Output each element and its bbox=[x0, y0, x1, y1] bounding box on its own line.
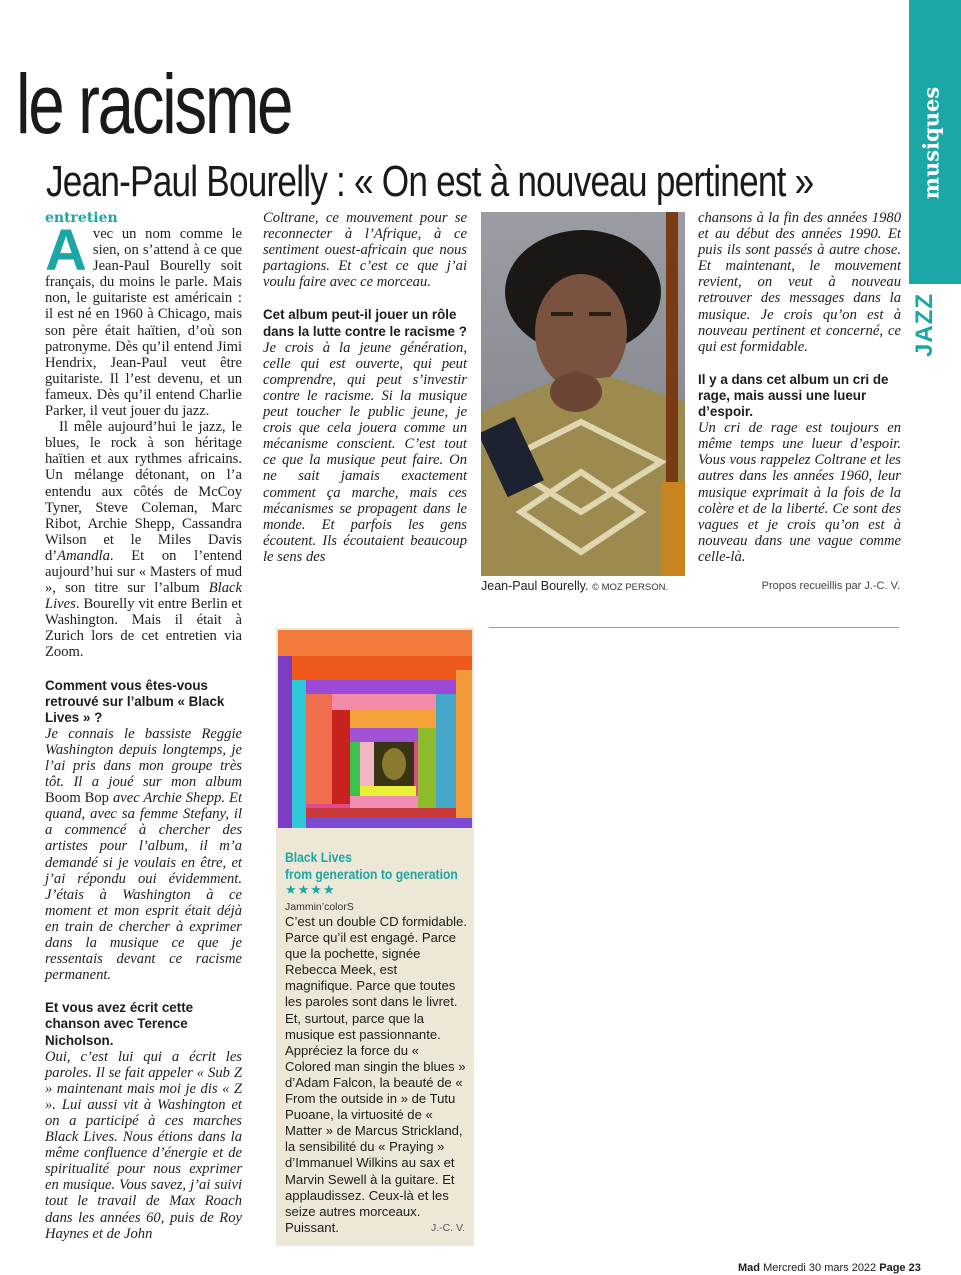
publication-date: Mercredi 30 mars 2022 bbox=[763, 1262, 877, 1274]
divider-line bbox=[489, 627, 899, 628]
section-label-text: musiques bbox=[918, 86, 944, 200]
album-subtitle: from generation to generation bbox=[285, 866, 458, 882]
intro-text: vec un nom comme le sien, on s’attend à ce que Jean-Paul Bourelly soit français, du moins le parle. Mais non, le guitariste est américain : il est né en 1960 à Chicago, mais son père était haïtien, d’où son patronyme. Dès qu’il entend Jimi Hendrix, Jean-Paul veut être guitariste. Il l’est devenu, et un fameux. Dès qu’il entend Charlie Parker, il veut jouer du jazz. bbox=[45, 226, 242, 420]
article-column-1 bbox=[45, 210, 242, 1242]
review-text: C’est un double CD formidable. Parce qu’il est engagé. Parce que la pochette, signée Rebecca Meek, est magnifique. Parce que toutes les paroles sont dans le livret. Et, surtout, parce que la musique est passionnante. Appréciez la force du « Colored man singin the blues » d’Adam Falcon, la beauté de « From the outside in » de Tutu Puoane, la virtuosité de « Matter » de Marcus Strickland, la sensibilité du « Praying » d’Immanuel Wilkins au sax et Marvin Sewell à la guitare. Et applaudissez. Ceux-là et les seize autres morceaux. Puissant. bbox=[285, 914, 467, 1235]
text-run: Je connais le bassiste Reggie Washington depuis longtemps, je l’ai pris dans mon groupe très tôt. Il a joué sur mon album bbox=[45, 725, 242, 791]
article-column-2 bbox=[263, 210, 467, 565]
record-label: Jammin’colorS bbox=[285, 901, 354, 913]
article-headline: Jean-Paul Bourelly : « On est à nouveau pertinent » bbox=[46, 157, 814, 206]
portrait-photo bbox=[481, 212, 685, 576]
album-title: Black Lives bbox=[45, 580, 242, 613]
photo-caption bbox=[481, 579, 668, 593]
interview-answer bbox=[45, 726, 242, 984]
rubric-label-text: JAZZ bbox=[911, 293, 938, 357]
photo-credit: © MOZ PERSON. bbox=[591, 582, 669, 593]
interview-answer: Je crois à la jeune génération, celle qui est ouverte, qui peut comprendre, qui peut s’investir contre le racisme. Si la musique peut toucher le public jeune, je crois que cela jouera comme un mécanisme conscient. C’est tout ce que la musique peut faire. On ne sait jamais exactement comment ça marche, mais ces mécanismes se propagent dans le monde. Et parfois les gens écoutent. Ils écoutaient beaucoup le sens des bbox=[263, 339, 467, 565]
interview-question: Et vous avez écrit cette chanson avec Terence Nicholson. bbox=[45, 1000, 194, 1048]
interview-question: Comment vous êtes-vous retrouvé sur l’album « Black Lives » ? bbox=[45, 677, 225, 725]
section-label bbox=[905, 88, 957, 198]
text-run: . Et on l’entend aujourd’hui sur « Masters of mud », son titre sur l’album bbox=[45, 547, 242, 597]
review-signature: J.-C. V. bbox=[430, 1222, 465, 1234]
caption-text: Jean-Paul Bourelly. bbox=[481, 579, 589, 593]
album-title: Black Lives bbox=[285, 850, 352, 865]
text-run: Il mêle aujourd’hui le jazz, le blues, le rock à son héritage haïtien et aux rythmes africains. Un mélange détonant, on l’a entendu aux côtés de McCoy Tyner, Steve Coleman, Marc Ribot, Archie Shepp, Cassandra Wilson et le Miles Davis d’ bbox=[45, 419, 242, 564]
article-paragraph bbox=[45, 419, 242, 660]
album-cover-art bbox=[278, 630, 472, 828]
article-column-4 bbox=[698, 210, 901, 565]
interview-answer: Oui, c’est lui qui a écrit les paroles. Il se fait appeler « Sub Z » maintenant mais moi je dis « Z ». Lui aussi vit à Washington et on a participé à ces marches Black Lives. Nous étions dans la même confluence d’énergie et de spiritualité pour nous exprimer en musique. Vous savez, j’ai suivi tout le travail de Max Roach dans les années 60, puis de Roy Haynes et de John bbox=[45, 1048, 242, 1242]
drop-cap: A bbox=[45, 218, 87, 283]
album-cover bbox=[278, 630, 472, 828]
interview-answer-continued: Coltrane, ce mouvement pour se reconnecter à l’Afrique, à ce sentiment ouest-africain que nous partagions. Et c’est ce que j’ai voulu faire avec ce morceau. bbox=[263, 210, 467, 291]
interview-question: Cet album peut-il jouer un rôle dans la lutte contre le racisme ? bbox=[263, 307, 467, 339]
page-title: le racisme bbox=[16, 57, 292, 151]
text-run: . Bourelly vit entre Berlin et Washington. Mais il était à Zurich lors de cet entretien via Zoom. bbox=[45, 596, 242, 661]
review-title bbox=[285, 850, 458, 883]
portrait-illustration bbox=[481, 212, 685, 576]
text-run: avec Archie Shepp. Et quand, avec sa femme Stefany, il a commencé à chercher des artistes pour l’album, il m’a demandé si je voulais en être, et j’ai répondu oui évidemment. J’étais à Washington à ce moment et mon esprit était déjà en train de chercher à exprimer dans la musique ce que je ressentais devant ce racisme permanent. bbox=[45, 790, 242, 984]
interview-signature: Propos recueillis par J.-C. V. bbox=[761, 580, 900, 592]
publication-name: Mad bbox=[738, 1262, 760, 1274]
page-footer bbox=[738, 1262, 921, 1274]
album-title: Amandla bbox=[57, 547, 110, 564]
interview-answer-continued: chansons à la fin des années 1980 et au début des années 1990. Et puis ils sont passés à autre chose. Et maintenant, le mouvement revient, on veut à nouveau retrouver des messages dans la musique. Je crois qu’on est à nouveau pertinent et concerné, ce qui est formidable. bbox=[698, 210, 901, 355]
article-kicker: entretien bbox=[45, 210, 118, 226]
rubric-label bbox=[905, 290, 945, 360]
rating-stars: ★★★★ bbox=[285, 882, 336, 897]
album-title: Boom Bop bbox=[45, 790, 109, 807]
interview-question: Il y a dans cet album un cri de rage, mais aussi une lueur d’espoir. bbox=[698, 371, 889, 420]
page-number: Page 23 bbox=[879, 1262, 921, 1274]
interview-answer: Un cri de rage est toujours en même temps une lueur d’espoir. Vous vous rappelez Coltrane et les autres dans les années 1960, leur musique exprimait à la fois de la colère et de la liberté. Ce sont des vagues et je crois qu’on est à nouveau dans une vague comme celle-là. bbox=[698, 420, 901, 565]
